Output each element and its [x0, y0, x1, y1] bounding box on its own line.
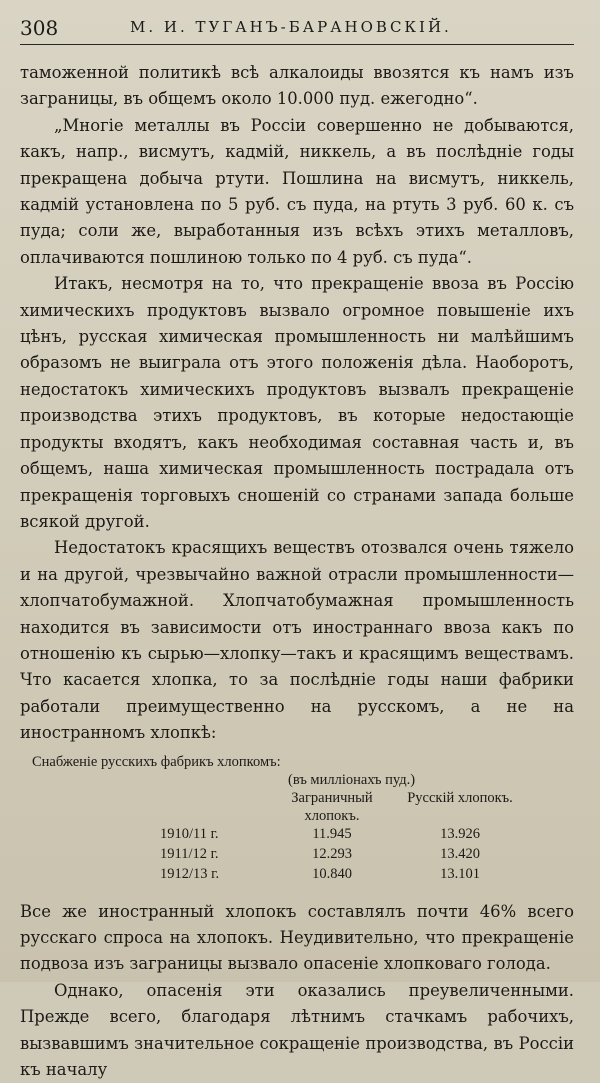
russian-cell: 13.101 [440, 865, 480, 882]
year-cell: 1910/11 г. [160, 825, 219, 842]
foreign-cell: 12.293 [312, 845, 352, 862]
paragraph: Итакъ, несмотря на то, что прекращенiе ввоза въ Россiю химическихъ продуктовъ вызвало огромное повышенiе ихъ цѣнъ, русская химическая промышленность ни малѣйшимъ образомъ не выиграла отъ этого положенiя дѣла. Наоборотъ, недостатокъ химическихъ продуктовъ вызвалъ прекращенiе производства этихъ продуктовъ, въ которые недостающiе продукты входятъ, какъ необходимая составная часть и, въ общемъ, наша химическая промышленность пострадала отъ прекращенiя торговыхъ сношенiй со странами запада больше всякой другой. [20, 274, 574, 531]
paragraph: таможенной политикѣ всѣ алкалоиды ввозятся къ намъ изъ заграницы, въ общемъ около 10.000 пуд. ежегодно“. [20, 63, 574, 109]
table-row [20, 845, 574, 865]
header-rule [20, 44, 574, 45]
column-header-foreign: Заграничный хлопокъ. [291, 789, 373, 824]
year-cell: 1912/13 г. [160, 865, 220, 882]
foreign-cell: 10.840 [312, 865, 352, 882]
table-row [20, 825, 574, 845]
paragraph: Однако, опасенiя эти оказались преувеличенными. Прежде всего, благодаря лѣтнимъ стачкамъ рабочихъ, вызвавшимъ значительное сокращенiе производства, въ Россiи къ началу [20, 980, 574, 1079]
table-unit: (въ миллiонахъ пуд.) [288, 771, 416, 788]
year-cell: 1911/12 г. [160, 845, 219, 862]
russian-cell: 13.926 [440, 825, 480, 842]
running-title: М. И. ТУГАНЪ-БАРАНОВСКIЙ. [130, 18, 452, 36]
table-caption: Снабженiе русскихъ фабрикъ хлопкомъ: [32, 753, 281, 770]
column-header-russian: Русскiй хлопокъ. [407, 789, 513, 806]
table-row [20, 865, 574, 885]
page-number: 308 [20, 16, 59, 40]
page-header [20, 14, 574, 48]
paragraph: Все же иностранный хлопокъ составлялъ почти 46% всего русскаго спроса на хлопокъ. Неудивительно, что прекращенiе подвоза изъ заграницы вызвало опасенiе хлопковаго голода. [20, 901, 574, 974]
paragraph: „Многiе металлы въ Россiи совершенно не добываются, какъ, напр., висмутъ, кадмiй, никкель, а въ послѣднiе годы прекращена добыча ртути. Пошлина на висмутъ, никкель, кадмiй установлена по 5 руб. съ пуда, на ртуть 3 руб. 60 к. съ пуда; соли же, выработанныя изъ всѣхъ этихъ металловъ, оплачиваются пошлиною только по 4 руб. съ пуда“. [20, 115, 574, 267]
page-body [20, 60, 574, 1083]
paragraph: Недостатокъ красящихъ веществъ отозвался очень тяжело и на другой, чрезвычайно важной отрасли промышленности— хлопчатобумажной. Хлопчатобумажная промышленность находится въ зависимости отъ иностраннаго ввоза какъ по отношенiю къ сырью—хлопку—такъ и красящимъ веществамъ. Что касается хлопка, то за послѣднiе годы наши фабрики работали преимущественно на русскомъ, а не на иностранномъ хлопкѣ: [20, 538, 574, 743]
table-header [20, 789, 574, 825]
russian-cell: 13.420 [440, 845, 480, 862]
foreign-cell: 11.945 [312, 825, 352, 842]
cotton-supply-table [20, 753, 574, 885]
